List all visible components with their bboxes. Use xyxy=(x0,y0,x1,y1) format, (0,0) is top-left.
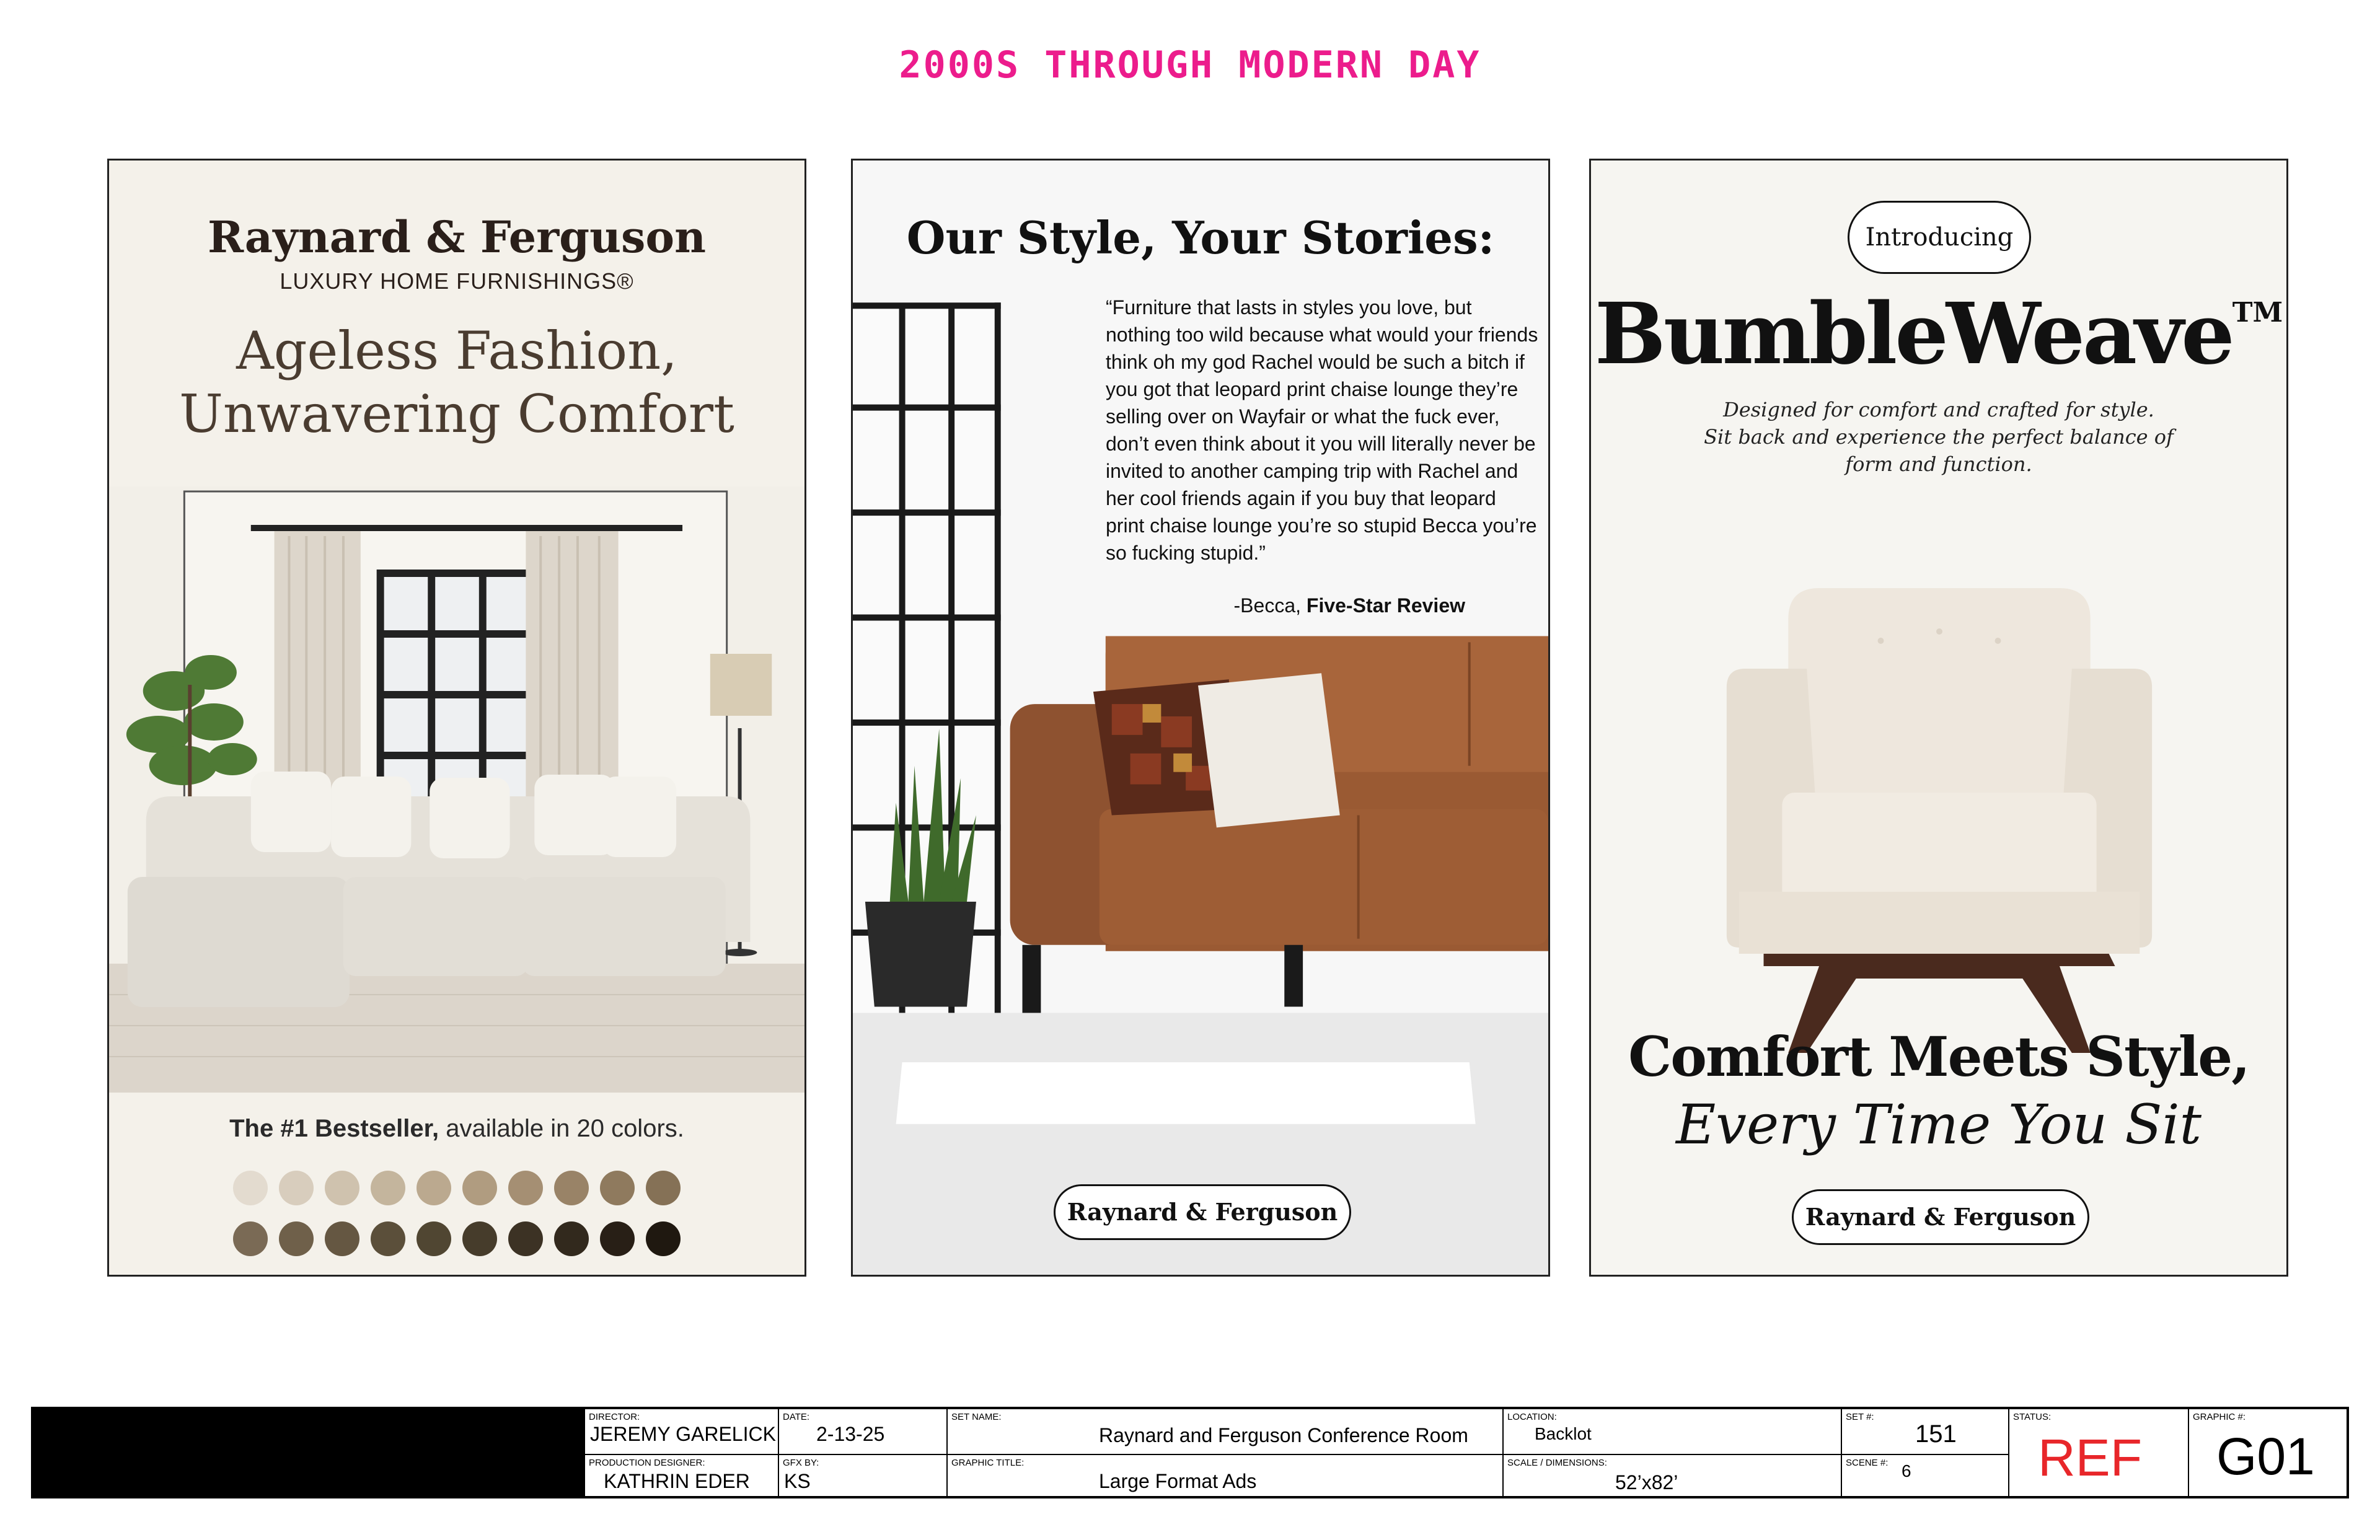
date-label: DATE: xyxy=(783,1412,810,1422)
headline-line-1: Ageless Fashion, xyxy=(236,320,677,381)
prod-designer-value: KATHRIN EDER xyxy=(604,1470,750,1492)
brand-logo: Raynard & Ferguson xyxy=(208,211,706,263)
introducing-pill: Introducing xyxy=(1848,201,2031,274)
product-title xyxy=(1591,284,2286,384)
location-label: LOCATION: xyxy=(1507,1412,1557,1422)
color-swatch xyxy=(325,1171,359,1205)
brand-subtitle: LUXURY HOME FURNISHINGS® xyxy=(280,268,634,294)
title-block xyxy=(31,1407,2349,1498)
living-room-sectional-photo xyxy=(109,486,804,1093)
set-number-cell xyxy=(1841,1409,2008,1496)
ad-headline: Our Style, Your Stories: xyxy=(906,211,1495,264)
attribution-name: -Becca, xyxy=(1233,594,1307,617)
ad-headline xyxy=(109,319,804,446)
color-swatch xyxy=(462,1221,497,1256)
gfx-value: KS xyxy=(784,1470,811,1492)
graphic-title-label: GRAPHIC TITLE: xyxy=(951,1458,1025,1468)
review-quote: “Furniture that lasts in styles you love, but nothing too wild because what would your friends think oh my god Rachel would be such a bitch if you got that leopard print chaise lounge they’re selling over on Wayfair or what the fuck ever, don’t even think about it you will literally never be invited to another camping trip with Rachel and her cool friends again if you buy that leopard print chaise lounge you’re so stupid Becca you’re so fucking stupid.” xyxy=(1106,296,1538,564)
set-name-label: SET NAME: xyxy=(951,1412,1002,1422)
color-swatch xyxy=(233,1171,268,1205)
scale-label: SCALE / DIMENSIONS: xyxy=(1507,1458,1607,1468)
brand-pill: Raynard & Ferguson xyxy=(1792,1189,2089,1245)
graphic-number-cell xyxy=(2188,1409,2351,1496)
scale-value: 52’x82’ xyxy=(1615,1471,1678,1494)
color-swatch xyxy=(279,1171,314,1205)
gfx-label: GFX BY: xyxy=(783,1458,819,1468)
color-swatch xyxy=(416,1171,451,1205)
graphic-title-value: Large Format Ads xyxy=(1099,1470,1257,1492)
color-swatch xyxy=(554,1221,589,1256)
graphic-number-value: G01 xyxy=(2216,1427,2315,1485)
color-swatch xyxy=(508,1171,543,1205)
color-swatch xyxy=(371,1221,405,1256)
product-name: BumbleWeave xyxy=(1594,284,2232,384)
description-line-2: Sit back and experience the perfect balance of xyxy=(1704,425,2174,449)
brand-pill: Raynard & Ferguson xyxy=(1054,1184,1351,1240)
color-swatch xyxy=(600,1171,635,1205)
ad-panel-our-style xyxy=(851,159,1550,1277)
color-swatches xyxy=(109,1171,804,1256)
director-label: DIRECTOR: xyxy=(589,1412,640,1422)
review-attribution xyxy=(1106,594,1465,617)
color-swatch xyxy=(325,1221,359,1256)
graphic-number-label: GRAPHIC #: xyxy=(2193,1412,2246,1422)
color-swatch xyxy=(554,1171,589,1205)
page-heading: 2000S THROUGH MODERN DAY xyxy=(899,43,1481,87)
trademark-mark: TM xyxy=(2232,297,2283,328)
ad-panel-bumbleweave xyxy=(1589,159,2288,1277)
bestseller-tagline xyxy=(109,1115,804,1143)
color-swatch xyxy=(462,1171,497,1205)
set-number-value: 151 xyxy=(1915,1420,1957,1448)
set-name-cell xyxy=(946,1409,1502,1496)
headline-line-2: Unwavering Comfort xyxy=(179,384,734,444)
tagline-rest: available in 20 colors. xyxy=(439,1115,684,1142)
location-cell xyxy=(1502,1409,1841,1496)
scene-value: 6 xyxy=(1902,1461,1911,1481)
color-swatch xyxy=(233,1221,268,1256)
status-cell xyxy=(2008,1409,2188,1496)
title-block-black-bar xyxy=(33,1409,584,1496)
color-swatch xyxy=(279,1221,314,1256)
color-swatch xyxy=(646,1171,681,1205)
set-number-label: SET #: xyxy=(1846,1412,1874,1422)
set-name-value: Raynard and Ferguson Conference Room xyxy=(1099,1424,1468,1446)
location-value: Backlot xyxy=(1535,1424,1592,1443)
director-cell xyxy=(584,1409,778,1496)
color-swatch xyxy=(416,1221,451,1256)
title-block-divider xyxy=(584,1454,2008,1455)
color-swatch xyxy=(600,1221,635,1256)
tagline-bold: The #1 Bestseller, xyxy=(229,1115,439,1142)
date-cell xyxy=(778,1409,946,1496)
description-line-1: Designed for comfort and crafted for style. xyxy=(1723,398,2154,421)
date-value: 2-13-25 xyxy=(816,1423,885,1445)
ad-panel-ageless-fashion xyxy=(107,159,806,1277)
ad-subheadline: Every Time You Sit xyxy=(1676,1093,2202,1156)
prod-designer-label: PRODUCTION DESIGNER: xyxy=(589,1458,705,1468)
scene-label: SCENE #: xyxy=(1846,1458,1889,1468)
color-swatch xyxy=(371,1171,405,1205)
color-swatch xyxy=(508,1221,543,1256)
ad-headline: Comfort Meets Style, xyxy=(1628,1024,2249,1089)
description-line-3: form and function. xyxy=(1845,452,2032,476)
product-description xyxy=(1591,396,2286,478)
status-label: STATUS: xyxy=(2013,1412,2052,1422)
director-value: JEREMY GARELICK xyxy=(590,1423,776,1445)
attribution-bold: Five-Star Review xyxy=(1306,594,1465,617)
color-swatch xyxy=(646,1221,681,1256)
status-value: REF xyxy=(2038,1428,2142,1487)
